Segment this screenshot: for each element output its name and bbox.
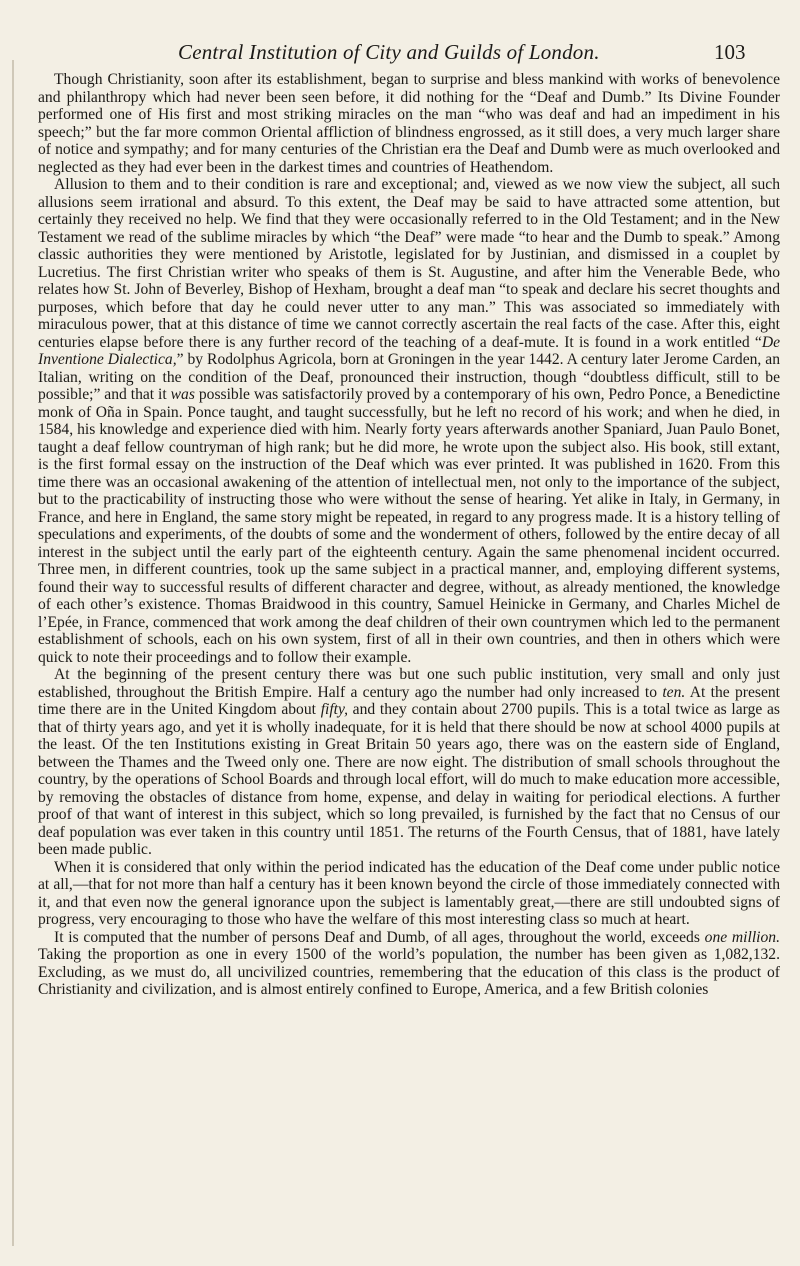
- running-head-title: Central Institution of City and Guilds of London.: [178, 40, 600, 64]
- italic-text: ten.: [662, 683, 686, 701]
- italic-text: one million.: [704, 928, 781, 946]
- paragraph: [38, 71, 780, 176]
- text-run: At the present time there are in the United Kingdom about: [38, 683, 780, 718]
- italic-text: was: [170, 386, 195, 403]
- text-run: Though Christianity, soon after its establishment, began to surprise and bless mankind with works of benevolence and philanthropy which had never been seen before, it did nothing for the “Deaf and Dumb.” Its Divine Founder performed one of His first and most striking miracles on the man “who was deaf and had an impediment in his speech;” but the far more common Oriental affliction of blindness engrossed, as it still does, a very much larger share of notice and sympathy; and for many centuries of the Christian era the Deaf and Dumb were as much overlooked and neglected as they had ever been in the darkest times and countries of Heathendom.: [38, 71, 780, 176]
- running-head: [0, 40, 800, 68]
- text-run: When it is considered that only within the period indicated has the education of the Deaf come under public notice at all,—that for not more than half a century has it been known beyond the circle of those immediately connected with it, and that even now the general ignorance upon the subject is lamentably great,—there are still undoubted signs of progress, very encouraging to those who have the welfare of this most interesting class so much at heart.: [38, 858, 780, 928]
- text-run: At the beginning of the present century there was but one such public institution, very small and only just established, throughout the British Empire. Half a century ago the number had only increased to: [38, 666, 780, 701]
- italic-text: fifty,: [320, 701, 348, 718]
- text-run: Allusion to them and to their condition is rare and exceptional; and, viewed as we now view the subject, all such allusions seem irrational and absurd. To this extent, the Deaf may be said to have attracted some attention, but certainly they received no help. We find that they were occasionally referred to in the Old Testament; and in the New Testament we read of the sublime miracles by which “the Deaf” were made “to hear and the Dumb to speak.” Among classic authorities they were mentioned by Aristotle, legislated for by Justinian, and dismissed in a couplet by Lucretius. The first Christian writer who speaks of them is St. Augustine, and after him the Venerable Bede, who relates how St. John of Beverley, Bishop of Hexham, brought a deaf man “to speak and declare his secret thoughts and purposes, which before that day he could never utter to any man.” This was associated so immediately with miraculous power, that at this distance of time we cannot correctly ascertain the real facts of the case. After this, eight centuries elapse before there is any further record of the teaching of a deaf-mute. It is found in a work entitled “: [38, 176, 780, 351]
- paragraph: [38, 929, 780, 999]
- text-run: possible was satisfactorily proved by a contemporary of his own, Pedro Ponce, a Benedictine monk of Oña in Spain. Ponce taught, and taught successfully, but he left no record of his work; and when he died, in 1584, his knowledge and experience died with him. Nearly forty years afterwards another Spaniard, Juan Paulo Bonet, taught a deaf fellow countryman of high rank; but he did more, he wrote upon the subject also. His book, still extant, is the first formal essay on the instruction of the Deaf which was ever printed. It was published in 1620. From this time there was an occasional awakening of the attention of intellectual men, not only to the importance of the subject, but to the practicability of instructing those who were without the sense of hearing. Yet alike in Italy, in Germany, in France, and here in England, the same story might be repeated, in regard to any progress made. It is a history telling of speculations and experiments, of the doubts of some and the wonderment of others, followed by the entire decay of all interest in the subject until the early part of the eighteenth century. Again the same phenomenal incident occurred. Three men, in different countries, took up the same subject in a practical manner, and, employing different systems, found their way to successful results of different character and degree, without, as already mentioned, the knowledge of each other’s existence. Thomas Braidwood in this country, Samuel Heinicke in Germany, and Charles Michel de l’Epée, in France, commenced that work among the deaf children of their own countrymen which led to the permanent establishment of schools, each on his own system, first of all in their own countries, and then in others which were quick to note their proceedings and to follow their example.: [38, 386, 780, 666]
- text-run: and they contain about 2700 pupils. This is a total twice as large as that of thirty years ago, and yet it is wholly inadequate, for it is held that there should be now at school 4000 pupils at the least. Of the ten Institutions existing in Great Britain 50 years ago, there was on the eastern side of England, between the Thames and the Tweed only one. There are now eight. The distribution of small schools throughout the country, by the operations of School Boards and through local effort, will do much to make education more accessible, by removing the obstacles of distance from home, expense, and delay in waiting for periodical elections. A further proof of that want of interest in this subject, which so long prevailed, is furnished by the fact that no Census of our deaf population was ever taken in this country until 1851. The returns of the Fourth Census, that of 1881, have lately been made public.: [38, 701, 780, 858]
- text-run: Taking the proportion as one in every 1500 of the world’s population, the number has been given as 1,082,132. Excluding, as we must do, all uncivilized countries, remembering that the education of this class is the product of Christianity and civilization, and is almost entirely confined to Europe, America, and a few British colonies: [38, 946, 780, 998]
- paragraph: [38, 176, 780, 666]
- text-run: ” by Rodolphus Agricola, born at Groningen in the year 1442. A century later Jerome Carden, an Italian, writing on the condition of the Deaf, pronounced their instruction, though “doubtless difficult, still to be possible;” and that it: [38, 351, 780, 403]
- paragraph: [38, 859, 780, 929]
- gutter-shadow: [12, 60, 14, 1246]
- body-text: [38, 71, 780, 999]
- italic-text: De Inventione Dialectica,: [38, 333, 780, 368]
- text-run: It is computed that the number of persons Deaf and Dumb, of all ages, throughout the world, exceeds: [54, 928, 705, 946]
- paragraph: [38, 666, 780, 859]
- page-number: 103: [714, 40, 746, 64]
